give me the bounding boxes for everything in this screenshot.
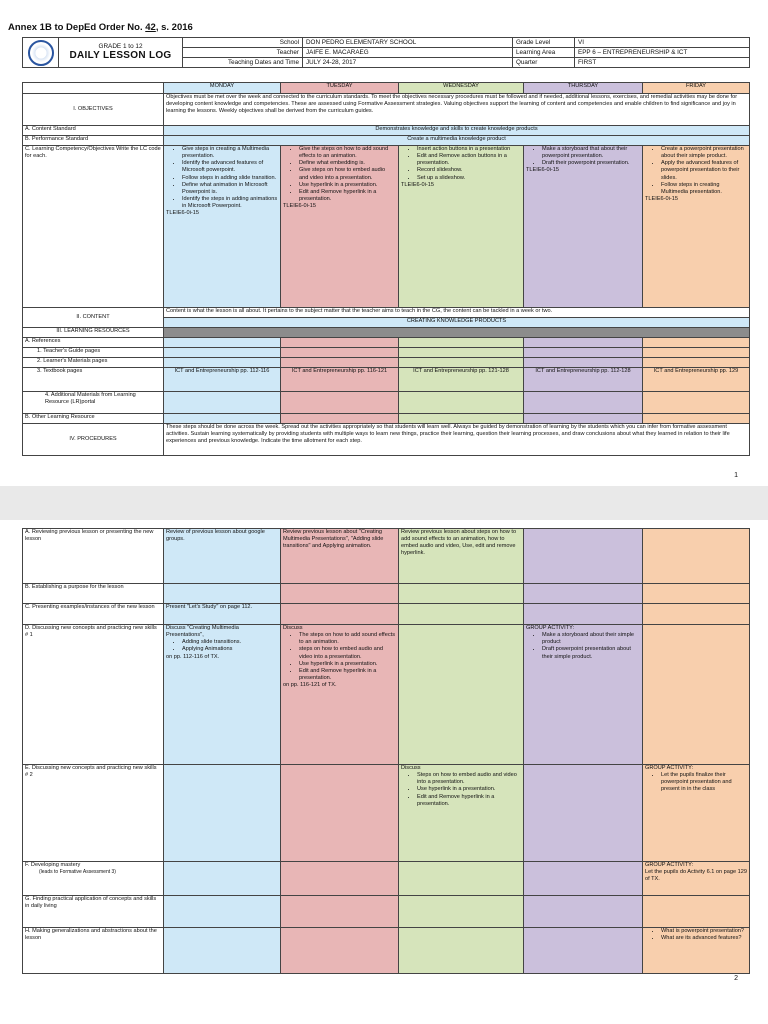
- generalizations-label: H. Making generalizations and abstractions about the lesson: [23, 928, 164, 974]
- objectives-text: Objectives must be met over the week and connected to the curriculum standards. To meet the objectives necessary procedures must be followed and if needed, additional lessons, exercises, and remedial activities may be done for developing content knowledge and competencies. These are assessed using Formative Assessment strategies. Valuing objectives support the learning of content and competencies and enable children to find significance and joy in learning the lessons. Weekly objectives shall be derived from the curriculum guides.: [164, 94, 750, 126]
- row-c: [23, 604, 750, 625]
- list-item: • Use hyperlink in a presentation.: [299, 182, 396, 189]
- school-value: DON PEDRO ELEMENTARY SCHOOL: [303, 38, 513, 48]
- page-2: [0, 520, 768, 1024]
- discuss1-thursday-intro: GROUP ACTIVITY:: [526, 625, 575, 631]
- discuss2-wednesday-list: [401, 772, 521, 808]
- lc-thursday-list: [526, 146, 640, 167]
- discuss1-thursday-list: [526, 632, 640, 661]
- annex-number: 42: [145, 22, 156, 33]
- list-item: • Edit and Remove action buttons in a presentation.: [417, 153, 521, 167]
- generalizations-friday-list: [645, 928, 747, 942]
- list-item: • Draft their powerpoint presentation.: [542, 160, 640, 167]
- day-thursday: THURSDAY: [524, 83, 643, 94]
- row-d: [23, 625, 750, 765]
- textbook-thursday: ICT and Entrepreneurship pp. 112-128: [524, 368, 643, 392]
- lc-thursday: [524, 146, 643, 308]
- practical-application-label: G. Finding practical application of concepts and skills in daily living: [23, 896, 164, 928]
- textbook-label: 3. Textbook pages: [23, 368, 164, 392]
- lc-tuesday-list: [283, 146, 396, 203]
- grade-value: VI: [575, 38, 750, 48]
- teachers-guide-label: 1. Teacher's Guide pages: [23, 348, 164, 358]
- developing-mastery-sub: (leads to Formative Assessment 3): [39, 869, 116, 876]
- additional-materials-label: 4. Additional Materials from Learning Resource (LR)portal: [23, 392, 164, 414]
- lesson-table-page-2: [22, 528, 750, 974]
- list-item: • Applying Animations: [182, 646, 278, 653]
- grade-range: GRADE 1 to 12: [98, 43, 143, 51]
- discuss1-thursday: [524, 625, 643, 765]
- list-item: • steps on how to embed audio and video into a presentation.: [299, 646, 396, 660]
- discuss1-monday-outro: on pp. 112-116 of TX.: [166, 653, 220, 660]
- header-table: [22, 37, 750, 68]
- performance-standard: Create a multimedia knowledge product: [164, 136, 750, 146]
- area-value: EPP 6 – ENTREPRENEURSHIP & ICT: [575, 48, 750, 58]
- row-f: [23, 862, 750, 896]
- textbook-row: [23, 368, 750, 392]
- list-item: • What is powerpoint presentation?: [661, 928, 747, 935]
- list-item: • Follow steps in adding slide transition.: [182, 175, 278, 182]
- learning-competency-row: [23, 146, 750, 308]
- discuss2-wednesday-intro: Discuss: [401, 765, 421, 771]
- lc-wednesday-list: [401, 146, 521, 182]
- mastery-label-cell: [23, 862, 164, 896]
- day-tuesday: TUESDAY: [281, 83, 399, 94]
- lc-friday: [643, 146, 750, 308]
- discuss1-tuesday-intro: Discuss: [283, 625, 303, 631]
- content-standard: Demonstrates knowledge and skills to create knowledge products: [164, 126, 750, 136]
- list-item: • Steps on how to embed audio and video into a presentation.: [417, 772, 521, 786]
- discuss2-friday-intro: GROUP ACTIVITY:: [645, 765, 694, 771]
- discuss2-friday: [643, 765, 750, 862]
- generalizations-friday: [643, 928, 750, 974]
- learning-competency-label: C. Learning Competency/Objectives Write the LC code for each.: [23, 146, 164, 308]
- review-monday: Review of previous lesson about google groups.: [164, 529, 281, 584]
- learning-resources-label: III. LEARNING RESOURCES: [23, 328, 164, 338]
- references-label: A. References: [23, 338, 164, 348]
- quarter-label: Quarter: [513, 58, 575, 68]
- resources-gray-bar: [164, 328, 750, 338]
- lc-tuesday: [281, 146, 399, 308]
- presenting-examples-label: C. Presenting examples/instances of the new lesson: [23, 604, 164, 625]
- lc-tuesday-code: TLEIE6-0i-15: [283, 203, 316, 210]
- list-item: • Edit and Remove hyperlink in a presentation.: [417, 794, 521, 808]
- lc-monday-list: [166, 146, 278, 210]
- list-item: • Apply the advanced features of powerpoint presentation to their slides.: [661, 160, 747, 181]
- discussing-skills-2-label: E. Discussing new concepts and practicing new skills # 2: [23, 765, 164, 862]
- examples-monday: Present "Let's Study" on page 112.: [164, 604, 281, 625]
- dates-label: Teaching Dates and Time: [183, 58, 303, 68]
- teacher-label: Teacher: [183, 48, 303, 58]
- annex-suffix: , s. 2016: [155, 22, 193, 33]
- page-number-2: 2: [734, 975, 738, 982]
- discuss1-tuesday-list: [283, 632, 396, 682]
- textbook-wednesday: ICT and Entrepreneurship pp. 121-128: [399, 368, 524, 392]
- dates-value: JULY 24-28, 2017: [303, 58, 513, 68]
- review-tuesday: Review previous lesson about "Creating Multimedia Presentations", "Adding slide transitions" and Applying animation.: [281, 529, 399, 584]
- developing-mastery-label: F. Developing mastery: [25, 862, 81, 868]
- list-item: • Insert action buttons in a presentation: [417, 146, 521, 153]
- mastery-friday: [643, 862, 750, 896]
- list-item: • Edit and Remove hyperlink in a presentation.: [299, 189, 396, 203]
- list-item: • Create a powerpoint presentation about their simple product.: [661, 146, 747, 160]
- list-item: • Give steps on how to embed audio and video into a presentation.: [299, 167, 396, 181]
- lc-wednesday: [399, 146, 524, 308]
- list-item: • Use hyperlink in a presentation.: [417, 786, 521, 793]
- day-friday: FRIDAY: [643, 83, 750, 94]
- day-wednesday: WEDNESDAY: [399, 83, 524, 94]
- area-label: Learning Area: [513, 48, 575, 58]
- list-item: • Record slideshow.: [417, 167, 521, 174]
- textbook-tuesday: ICT and Entrepreneurship pp. 116-121: [281, 368, 399, 392]
- content-title: CREATING KNOWLEDGE PRODUCTS: [164, 318, 750, 328]
- learners-materials-label: 2. Learner's Materials pages: [23, 358, 164, 368]
- row-h: [23, 928, 750, 974]
- list-item: • Give steps in creating a Multimedia presentation.: [182, 146, 278, 160]
- mastery-friday-intro: GROUP ACTIVITY:: [645, 862, 694, 868]
- list-item: • Draft powerpoint presentation about their simple product.: [542, 646, 640, 660]
- review-wednesday: Review previous lesson about steps on how to add sound effects to an animation, how to embed audio and video, Use, edit and remove hyperlink.: [399, 529, 524, 584]
- other-resources-label: B. Other Learning Resource: [23, 414, 164, 424]
- discuss2-friday-list: [645, 772, 747, 793]
- establishing-purpose-label: B. Establishing a purpose for the lesson: [23, 584, 164, 604]
- objectives-label: I. OBJECTIVES: [23, 94, 164, 126]
- list-item: • Identify the steps in adding animations in Microsoft Powerpoint.: [182, 196, 278, 210]
- discuss2-wednesday: [399, 765, 524, 862]
- mastery-friday-text: Let the pupils do Activity 6.1 on page 129 of TX.: [645, 869, 748, 883]
- discuss1-monday-list: [166, 639, 278, 653]
- list-item: • What are its advanced features?: [661, 935, 747, 942]
- content-label: II. CONTENT: [23, 308, 164, 328]
- lc-monday: [164, 146, 281, 308]
- list-item: • Define what embedding is.: [299, 160, 396, 167]
- objectives-row: [23, 94, 750, 126]
- lc-monday-code: TLEIE6-0i-15: [166, 210, 199, 217]
- list-item: • Make a storyboard that about their powerpoint presentation.: [542, 146, 640, 160]
- blank-cell: [23, 83, 164, 94]
- discussing-skills-1-label: D. Discussing new concepts and practicing new skills # 1: [23, 625, 164, 765]
- list-item: • Make a storyboard about their simple product: [542, 632, 640, 646]
- teacher-value: JAIFE E. MACARAEG: [303, 48, 513, 58]
- page-1: [0, 0, 768, 486]
- lc-friday-list: [645, 146, 747, 196]
- list-item: • Set up a slideshow.: [417, 175, 521, 182]
- discuss1-tuesday: [281, 625, 399, 765]
- lc-thursday-code: TLEIE6-0i-15: [526, 167, 559, 174]
- quarter-value: FIRST: [575, 58, 750, 68]
- procedures-text: These steps should be done across the week. Spread out the activities appropriately so that students will learn well. Always be guided by demonstration of learning by the students which you can infer from formative assessment activities. Sustain learning systematically by providing students with multiple ways to learn new things, practice their learning, question their learning processes, and draw conclusions about what they learned in relation to their life experiences and previous knowledge. Indicate the time allotment for each step.: [164, 424, 750, 456]
- textbook-friday: ICT and Entrepreneurship pp. 129: [643, 368, 750, 392]
- list-item: • Use hyperlink in a presentation.: [299, 661, 396, 668]
- deped-seal-icon: [28, 40, 54, 66]
- annex-prefix: Annex 1B to DepEd Order No.: [8, 22, 146, 33]
- annex-heading: [8, 22, 193, 33]
- list-item: • Follow steps in creating Multimedia presentation.: [661, 182, 747, 196]
- row-b: [23, 584, 750, 604]
- lc-friday-code: TLEIE6-0i-15: [645, 196, 678, 203]
- lesson-table-page-1: [22, 82, 750, 456]
- list-item: • Let the pupils finalize their powerpoint presentation and present in in the class: [661, 772, 747, 793]
- list-item: • Define what animation in Microsoft Powerpoint is.: [182, 182, 278, 196]
- list-item: • Edit and Remove hyperlink in a presentation.: [299, 668, 396, 682]
- discuss1-monday-intro: Discuss "Creating Multimedia Presentations",: [166, 625, 239, 639]
- review-lesson-label: A. Reviewing previous lesson or presenting the new lesson: [23, 529, 164, 584]
- list-item: • Identify the advanced features of Microsoft powerpoint.: [182, 160, 278, 174]
- list-item: • Adding slide transitions.: [182, 639, 278, 646]
- list-item: • The steps on how to add sound effects to an animation.: [299, 632, 396, 646]
- lc-wednesday-code: TLEIE6-0i-15: [401, 181, 434, 188]
- discuss1-tuesday-outro: on pp. 116-121 of TX.: [283, 682, 337, 689]
- page-number-1: 1: [734, 472, 738, 479]
- content-standard-label: A. Content Standard: [23, 126, 164, 136]
- day-monday: MONDAY: [164, 83, 281, 94]
- deped-seal: [23, 38, 59, 68]
- performance-standard-label: B. Performance Standard: [23, 136, 164, 146]
- textbook-monday: ICT and Entrepreneurship pp. 112-116: [164, 368, 281, 392]
- dll-title-cell: [59, 38, 183, 68]
- school-label: School: [183, 38, 303, 48]
- dll-title: DAILY LESSON LOG: [69, 50, 172, 62]
- discuss1-monday: [164, 625, 281, 765]
- list-item: • Give the steps on how to add sound effects to an animation.: [299, 146, 396, 160]
- procedures-label: IV. PROCEDURES: [23, 424, 164, 456]
- day-header-row: [23, 83, 750, 94]
- content-text: Content is what the lesson is all about. It pertains to the subject matter that the teacher aims to teach in the CG, the content can be tackled in a week or two.: [164, 308, 750, 318]
- row-e: [23, 765, 750, 862]
- grade-label: Grade Level: [513, 38, 575, 48]
- row-g: [23, 896, 750, 928]
- row-a: [23, 529, 750, 584]
